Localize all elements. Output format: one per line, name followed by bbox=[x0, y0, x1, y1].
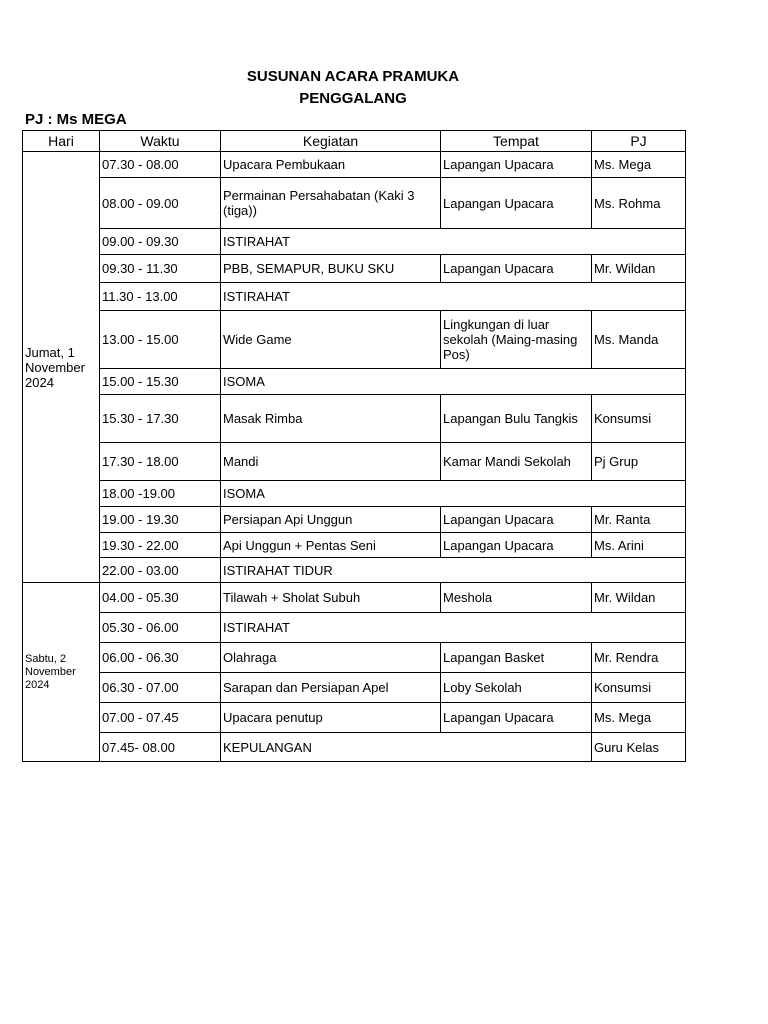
table-row bbox=[23, 395, 686, 443]
kegiatan-cell: Permainan Persahabatan (Kaki 3 (tiga)) bbox=[221, 178, 441, 229]
waktu-cell: 13.00 - 15.00 bbox=[100, 311, 221, 369]
waktu-cell: 09.00 - 09.30 bbox=[100, 229, 221, 255]
pj-cell: Mr. Rendra bbox=[592, 643, 686, 673]
tempat-cell: Loby Sekolah bbox=[441, 673, 592, 703]
table-row bbox=[23, 533, 686, 558]
break-cell: KEPULANGAN bbox=[221, 733, 592, 762]
kegiatan-cell: Wide Game bbox=[221, 311, 441, 369]
waktu-cell: 07.00 - 07.45 bbox=[100, 703, 221, 733]
tempat-cell: Lapangan Upacara bbox=[441, 152, 592, 178]
pj-cell: Konsumsi bbox=[592, 673, 686, 703]
table-row bbox=[23, 613, 686, 643]
table-row bbox=[23, 229, 686, 255]
kegiatan-cell: Api Unggun + Pentas Seni bbox=[221, 533, 441, 558]
table-row bbox=[23, 673, 686, 703]
kegiatan-cell: Tilawah + Sholat Subuh bbox=[221, 583, 441, 613]
table-row bbox=[23, 311, 686, 369]
kegiatan-cell: Persiapan Api Unggun bbox=[221, 507, 441, 533]
waktu-cell: 06.00 - 06.30 bbox=[100, 643, 221, 673]
table-row bbox=[23, 507, 686, 533]
kegiatan-cell: Upacara Pembukaan bbox=[221, 152, 441, 178]
table-row bbox=[23, 558, 686, 583]
waktu-cell: 15.00 - 15.30 bbox=[100, 369, 221, 395]
break-cell: ISTIRAHAT bbox=[221, 283, 686, 311]
break-cell: ISTIRAHAT bbox=[221, 613, 686, 643]
break-cell: ISTIRAHAT TIDUR bbox=[221, 558, 686, 583]
table-row bbox=[23, 583, 686, 613]
table-row bbox=[23, 733, 686, 762]
waktu-cell: 22.00 - 03.00 bbox=[100, 558, 221, 583]
tempat-cell: Meshola bbox=[441, 583, 592, 613]
waktu-cell: 08.00 - 09.00 bbox=[100, 178, 221, 229]
tempat-cell: Lapangan Basket bbox=[441, 643, 592, 673]
break-cell: ISTIRAHAT bbox=[221, 229, 686, 255]
break-cell: ISOMA bbox=[221, 481, 686, 507]
table-row bbox=[23, 178, 686, 229]
pj-cell: Konsumsi bbox=[592, 395, 686, 443]
pj-cell: Guru Kelas bbox=[592, 733, 686, 762]
waktu-cell: 06.30 - 07.00 bbox=[100, 673, 221, 703]
kegiatan-cell: Sarapan dan Persiapan Apel bbox=[221, 673, 441, 703]
table-header-row bbox=[23, 131, 686, 152]
waktu-cell: 09.30 - 11.30 bbox=[100, 255, 221, 283]
tempat-cell: Lapangan Upacara bbox=[441, 507, 592, 533]
pj-cell: Ms. Rohma bbox=[592, 178, 686, 229]
waktu-cell: 05.30 - 06.00 bbox=[100, 613, 221, 643]
waktu-cell: 19.30 - 22.00 bbox=[100, 533, 221, 558]
waktu-cell: 17.30 - 18.00 bbox=[100, 443, 221, 481]
kegiatan-cell: Mandi bbox=[221, 443, 441, 481]
table-row bbox=[23, 369, 686, 395]
pj-cell: Mr. Wildan bbox=[592, 583, 686, 613]
waktu-cell: 07.30 - 08.00 bbox=[100, 152, 221, 178]
break-cell: ISOMA bbox=[221, 369, 686, 395]
pj-cell: Ms. Mega bbox=[592, 152, 686, 178]
table-row bbox=[23, 443, 686, 481]
pj-cell: Ms. Arini bbox=[592, 533, 686, 558]
header-tempat: Tempat bbox=[441, 131, 592, 152]
pj-cell: Ms. Mega bbox=[592, 703, 686, 733]
pj-cell: Pj Grup bbox=[592, 443, 686, 481]
tempat-cell: Lapangan Upacara bbox=[441, 255, 592, 283]
pj-cell: Mr. Wildan bbox=[592, 255, 686, 283]
pj-cell: Ms. Manda bbox=[592, 311, 686, 369]
document-title-line2: PENGGALANG bbox=[299, 90, 407, 107]
waktu-cell: 18.00 -19.00 bbox=[100, 481, 221, 507]
table-row bbox=[23, 255, 686, 283]
waktu-cell: 04.00 - 05.30 bbox=[100, 583, 221, 613]
tempat-cell: Lapangan Bulu Tangkis bbox=[441, 395, 592, 443]
kegiatan-cell: Upacara penutup bbox=[221, 703, 441, 733]
schedule-table bbox=[22, 130, 686, 762]
day-cell-sabtu: Sabtu, 2 November 2024 bbox=[23, 583, 100, 762]
header-waktu: Waktu bbox=[100, 131, 221, 152]
kegiatan-cell: Olahraga bbox=[221, 643, 441, 673]
kegiatan-cell: Masak Rimba bbox=[221, 395, 441, 443]
document-title-line1: SUSUNAN ACARA PRAMUKA bbox=[246, 68, 460, 85]
day-cell-jumat: Jumat, 1 November 2024 bbox=[23, 152, 100, 583]
kegiatan-cell: PBB, SEMAPUR, BUKU SKU bbox=[221, 255, 441, 283]
header-kegiatan: Kegiatan bbox=[221, 131, 441, 152]
table-row bbox=[23, 481, 686, 507]
tempat-cell: Lapangan Upacara bbox=[441, 178, 592, 229]
tempat-cell: Kamar Mandi Sekolah bbox=[441, 443, 592, 481]
pj-heading: PJ : Ms MEGA bbox=[25, 111, 127, 128]
tempat-cell: Lingkungan di luar sekolah (Maing-masing Pos) bbox=[441, 311, 592, 369]
tempat-cell: Lapangan Upacara bbox=[441, 703, 592, 733]
header-hari: Hari bbox=[23, 131, 100, 152]
waktu-cell: 11.30 - 13.00 bbox=[100, 283, 221, 311]
header-pj: PJ bbox=[592, 131, 686, 152]
waktu-cell: 07.45- 08.00 bbox=[100, 733, 221, 762]
table-row bbox=[23, 283, 686, 311]
table-row bbox=[23, 152, 686, 178]
tempat-cell: Lapangan Upacara bbox=[441, 533, 592, 558]
table-row bbox=[23, 703, 686, 733]
waktu-cell: 15.30 - 17.30 bbox=[100, 395, 221, 443]
waktu-cell: 19.00 - 19.30 bbox=[100, 507, 221, 533]
table-row bbox=[23, 643, 686, 673]
pj-cell: Mr. Ranta bbox=[592, 507, 686, 533]
